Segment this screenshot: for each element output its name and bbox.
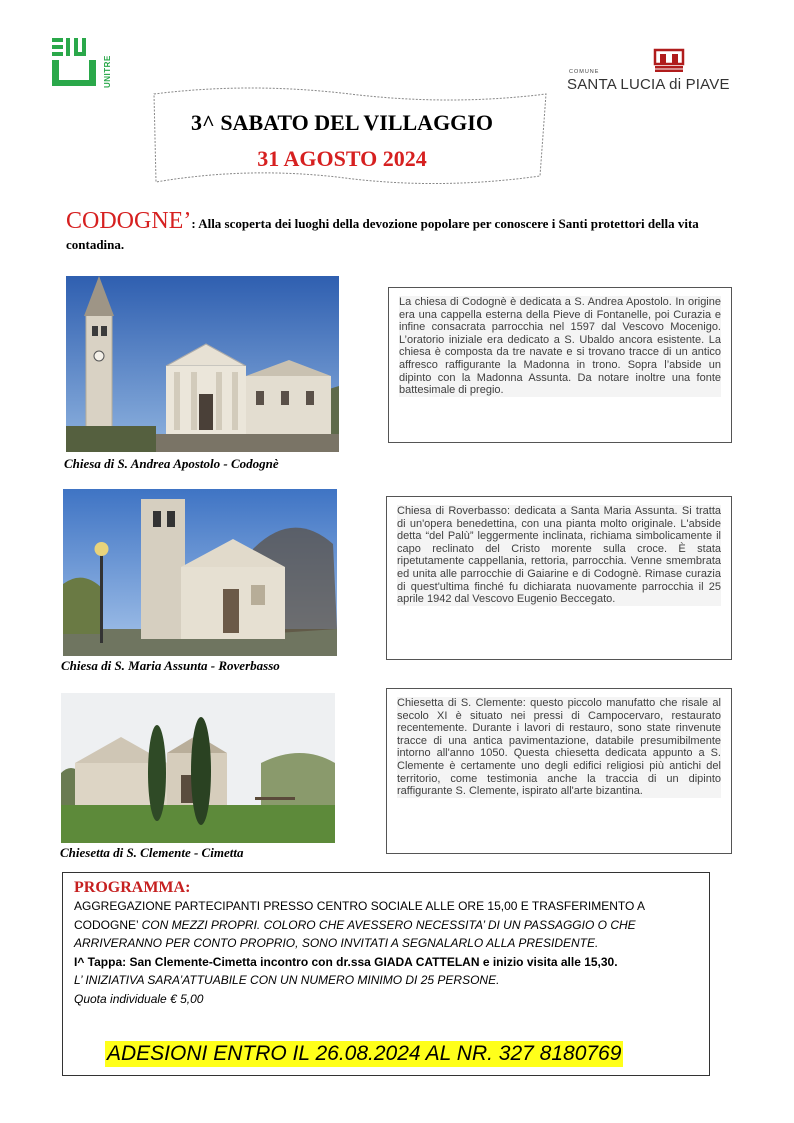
programma-quota: Quota individuale € 5,00 [74,991,204,1006]
programma-box [62,872,710,1076]
crest-icon [653,48,685,72]
caption-chiesa-s-maria-assunta: Chiesa di S. Maria Assunta - Roverbasso [61,658,280,673]
programma-minimo: L’ INIZIATIVA SARA’ATTUABILE CON UN NUMERO MINIMO DI 25 PERSONE. [74,973,500,987]
description-s-andrea: La chiesa di Codognè è dedicata a S. Andrea Apostolo. In origine era una cappella esterna della Pieve di Fontanelle, poi Curazia e infine consacrata parrocchia nel 1597 dal Vescovo Mocenigo. L’oratorio iniziale era dedicato a S. Ubaldo ancora esistente. La chiesa è composta da tre navate e si trovano tracce di un antico affresco raffigurante la Madonna in trono. Sopra l’abside un dipinto con la Madonna Assunta. Da notare inoltre una fonte battesimale di pregio. [399,296,721,397]
textbox-chiesetta-s-clemente [386,688,732,854]
description-s-clemente: Chiesetta di S. Clemente: questo piccolo manufatto che risale al secolo XI è situato nei pressi di Campocervaro, restaurato recentemente. Durante i lavori di restauro, sono state rinvenute tracce di una antica pavimentazione, databile presumibilmente intorno all'anno 1050. Questa chiesetta dedicata appunto a S. Clemente è certamente uno degli edifici religiosi più antichi del territorio, come testimonia anche la traccia di un dipinto raffigurante S. Clemente, ispirato all'arte bizantina. [397,697,721,798]
photo-chiesetta-s-clemente [61,693,335,843]
unitre-logo [52,38,112,88]
intro-place: CODOGNE’ [66,208,192,234]
programma-ritrovo [74,897,698,953]
programma-ritrovo-text: AGGREGAZIONE PARTECIPANTI PRESSO CENTRO SOCIALE ALLE ORE 15,00 E TRASFERIMENTO A CODOGNE’ [74,899,645,932]
textbox-chiesa-s-maria-assunta [386,496,732,660]
programma-heading: PROGRAMMA: [74,879,191,896]
event-date: 31 AGOSTO 2024 [257,146,427,171]
adesioni-callout: ADESIONI ENTRO IL 26.08.2024 AL NR. 327 8180769 [107,1042,622,1065]
textbox-chiesa-s-andrea [388,287,732,443]
description-s-maria-assunta: Chiesa di Roverbasso: dedicata a Santa Maria Assunta. Si tratta di un'opera benedettina, con una pianta molto originale. L'abside detta “del Palù” leggermente inclinata, richiama simbolicamente il capo reclinato del Cristo morente sulla croce. È stata ripetutamente cappellania, rettoria, parrocchia. Venne smembrata ed unita alle parrocchie di Gaiarine e di Codognè. Rimase curazia di quest'ultima finché fu dichiarata nuovamente parrocchia il 25 aprile 1942 dal Vescovo Eugenio Beccegato. [397,505,721,606]
intro-text: : Alla scoperta dei luoghi della devozione popolare per conoscere i Santi protettori della vita contadina. [66,216,699,252]
event-title: 3^ SABATO DEL VILLAGGIO [191,110,493,135]
caption-chiesetta-s-clemente: Chiesetta di S. Clemente - Cimetta [60,845,244,860]
photo-chiesa-s-maria-assunta [63,489,337,656]
caption-chiesa-s-andrea: Chiesa di S. Andrea Apostolo - Codognè [64,456,279,471]
intro-paragraph [66,208,726,255]
programma-ritrovo-note: CON MEZZI PROPRI. COLORO CHE AVESSERO NECESSITA’ DI UN PASSAGGIO O CHE ARRIVERANNO PER CONTO PROPRIO, SONO INVITATI A SEGNALARLO ALLA PRESIDENTE. [74,917,636,950]
comune-logo [567,44,777,94]
scroll-banner-shape [150,86,550,194]
programma-tappa: I^ Tappa: San Clemente-Cimetta incontro con dr.ssa GIADA CATTELAN e inizio visita alle 15,30. [74,954,618,969]
comune-name: SANTA LUCIA di PIAVE [567,76,730,93]
comune-label: COMUNE [569,69,600,75]
unitre-logo-text: UNITRE [103,55,112,88]
photo-chiesa-s-andrea [66,276,339,452]
title-banner [150,86,550,194]
